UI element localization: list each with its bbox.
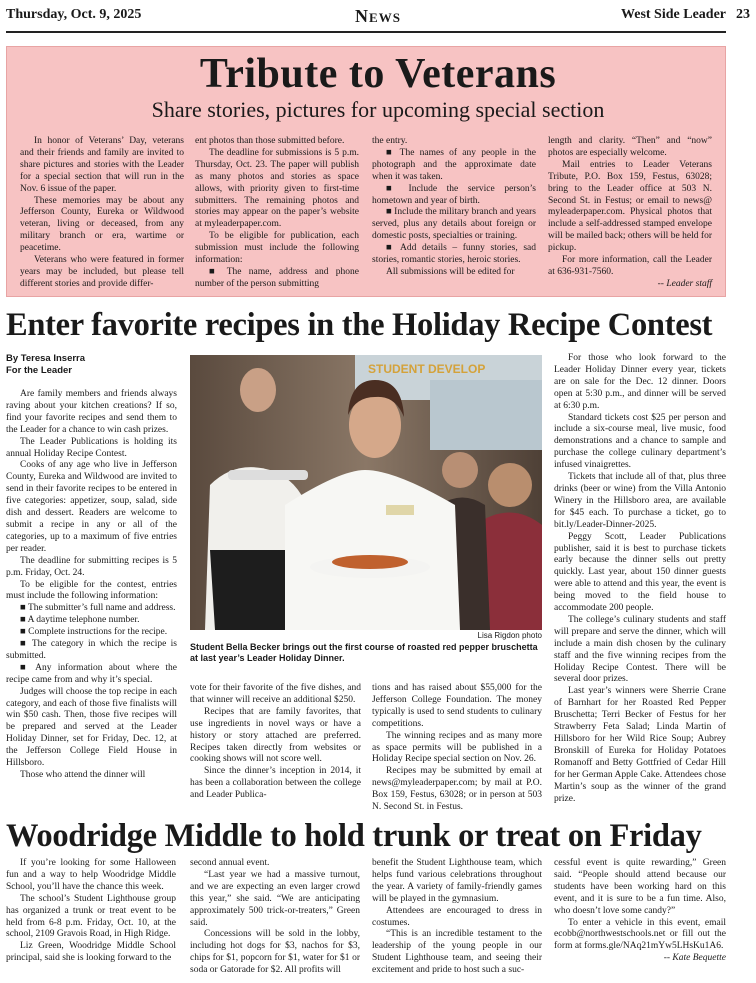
paragraph: The school’s Student Lighthouse group has organized a trunk or treat event to be held from 6-8 p.m. Friday, Oct. 10, at the school, 2109 Gravois Road, in High Ridge. [6, 893, 176, 940]
recipe-column-4 [554, 353, 726, 805]
paragraph: length and clarity. “Then” and “now” photos are especially welcome. [548, 136, 712, 158]
paragraph: For more information, call the Leader at 636-931-7560. [548, 255, 712, 277]
paragraph: ■ The name, address and phone number of the person submitting [195, 266, 359, 289]
paragraph: To be eligible for publication, each submission must include the following information: [195, 231, 359, 266]
trunk-column-2 [190, 858, 360, 977]
paragraph: Since the dinner’s inception in 2014, it has been a collaboration between the college and Leader Publica- [190, 766, 361, 801]
paragraph: Mail entries to Leader Veterans Tribute, P.O. Box 159, Festus, 63028; bring to the Leader office at 503 N. Second St. in Festus; or email to news@ myleaderpaper.com. Physical photos that include a self-addressed stamped envelope will be mailed back; others will be held for pickup. [548, 159, 712, 254]
paper-name: West Side Leader [621, 7, 726, 22]
paragraph: “This is an incredible testament to the leadership of the young people in our Student Lighthouse team, and seeing their excitement and pride to host such a suc- [372, 929, 542, 976]
paragraph: vote for their favorite of the five dishes, and that winner will receive an additional $250. [190, 683, 361, 705]
paragraph: cessful event is quite rewarding,” Green said. “People should attend because our students have been working hard on this event, and it is sure to be a fun time. Also, who doesn’t love some candy?” [554, 858, 726, 916]
paragraph: second annual event. [190, 858, 270, 868]
trunk-signature: -- Kate Bequette [663, 953, 726, 964]
tribute-column-4 [548, 136, 712, 291]
paragraph: Concessions will be sold in the lobby, including hot dogs for $3, nachos for $3, chips for $1, popcorn for $1, water for $1 or soda or Gatorade for $2. All profits will [190, 929, 360, 976]
byline [6, 353, 85, 377]
paragraph: ■ A daytime telephone number. [20, 615, 140, 626]
paragraph: ent photos than those submitted before. [195, 136, 345, 146]
byline-author: By Teresa Inserra [6, 353, 86, 364]
paragraph: The Leader Publications is holding its annual Holiday Recipe Contest. [6, 436, 177, 459]
paragraph: Recipes may be submitted by email at news@myleaderpaper.com; by mail at P.O. Box 159, Festus, 63028; or in person at 503 N. Second St. in Festus. [372, 766, 542, 813]
paragraph: ■ Any information about where the recipe came from and why it’s special. [6, 662, 177, 685]
photo-illustration [190, 355, 542, 630]
section-label: News [355, 6, 401, 26]
paragraph: All submissions will be edited for [386, 266, 515, 277]
recipe-photo [190, 355, 542, 630]
paragraph: ■ Include the military branch and years served, plus any details about foreign or domestic posts, specialties or training. [372, 207, 536, 242]
paragraph: tions and has raised about $55,000 for the Jefferson College Foundation. The money typically is used to send students to culinary competitions. [372, 683, 542, 729]
page-number: 23 [736, 7, 750, 22]
paragraph: ■ The submitter’s full name and address. [20, 603, 176, 614]
tribute-column-2 [195, 136, 359, 291]
photo-sign: STUDENT DEVELOP [368, 362, 486, 376]
paragraph: Judges will choose the top recipe in each category, and each of those five finalists will win $50 cash. Then, those five recipes will be prepared and served at the Leader Holiday Dinner, set for Friday, Dec. 12, at the Jefferson College Field House in Hillsboro. [6, 686, 177, 769]
paragraph: Are family members and friends always raving about your kitchen creations? If so, find your favorite recipes and send them to the Leader for a chance to win cash prizes. [6, 389, 177, 435]
paragraph: ■ The category in which the recipe is submitted. [6, 639, 177, 661]
paragraph: To enter a vehicle in this event, email ecobb@northwestschools.net or fill out the form at forms.gle/NAq21mYw5LHsKu1A6. [554, 917, 726, 952]
byline-affiliation: For the Leader [6, 365, 72, 376]
paragraph: ■ The names of any people in the photograph and the approximate date when it was taken. [372, 147, 536, 182]
photo-caption: Student Bella Becker brings out the first course of roasted red pepper bruschetta at last year’s Leader Holiday Dinner. [190, 642, 538, 663]
recipe-column-2 [190, 683, 361, 802]
paragraph: Last year’s winners were Sherrie Crane of Barnhart for her Roasted Red Pepper Bruschetta; Terri Becker of Festus for her Strawberry Feta Salad; Linda Martin of Hillsboro for her Wild Rice Soup; Aubrey Bronskill of Eureka for Holiday Potatoes Romanoff and Betty Gottfried of Cedar Hill for her German Apple Cake. Attendees chose Martin’s soup as the winner of the grand prize. [554, 686, 726, 804]
paragraph: ■ Include the service person’s hometown and year of birth. [372, 183, 536, 206]
photo-credit: Lisa Rigdon photo [477, 631, 542, 640]
paragraph: Liz Green, Woodridge Middle School principal, said she is looking forward to the [6, 941, 176, 964]
tribute-subtitle: Share stories, pictures for upcoming special section [151, 97, 605, 122]
paragraph: benefit the Student Lighthouse team, which helps fund various celebrations throughout the year. A variety of family-friendly games will be played in the gymnasium. [372, 858, 542, 904]
paragraph: To be eligible for the contest, entries must include the following information: [6, 579, 177, 602]
trunk-column-3 [372, 858, 542, 977]
paragraph: the entry. [372, 136, 408, 146]
paragraph: Veterans who were featured in former years may be included, but please tell different stories and provide differ- [20, 255, 184, 289]
paragraph: “Last year we had a massive turnout, and we are expecting an even larger crowd this year,” she said. “We are anticipating approximately 500 trick-or-treaters,” Green said. [190, 869, 360, 928]
paragraph: The deadline for submitting recipes is 5 p.m. Friday, Oct. 24. [6, 555, 177, 578]
paragraph: These memories may be about any Jefferson County, Eureka or Wildwood veteran, living or deceased, from any military branch or era, wartime or peacetime. [20, 195, 184, 254]
paragraph: In honor of Veterans’ Day, veterans and their friends and family are invited to share pictures and stories with the Leader for a special section that will run in the Nov. 6 issue of the paper. [20, 136, 184, 194]
paragraph: If you’re looking for some Halloween fun and a way to help Woodridge Middle School, you’ll have the chance this week. [6, 858, 176, 892]
paragraph: Attendees are encouraged to dress in costumes. [372, 905, 542, 928]
recipe-column-3 [372, 683, 542, 814]
paragraph: Recipes that are family favorites, that use ingredients in novel ways or have a history or story attached are preferred. Recipes taken directly from websites or cooking shows will not score well. [190, 706, 361, 765]
paragraph: Tickets that include all of that, plus three drinks (beer or wine) from the Villa Antonio Winery in the Hillsboro area, are available for $45 each. To purchase a ticket, go to bit.ly/Leader-Dinner-2025. [554, 472, 726, 530]
paragraph: The deadline for submissions is 5 p.m. Thursday, Oct. 23. The paper will publish as many photos and stories as space allows, with priority given to first-time submitters. The remaining photos and stories may appear on the paper’s website at myleaderpaper.com. [195, 147, 359, 230]
paragraph: For those who look forward to the Leader Holiday Dinner every year, tickets are on sale for the Dec. 12 dinner. Doors open at 5:30 p.m., and dinner will be served at 6:30 p.m. [554, 353, 726, 411]
trunk-headline: Woodridge Middle to hold trunk or treat on Friday [6, 818, 702, 854]
tribute-column-3 [372, 136, 536, 279]
paragraph: The college’s culinary students and staff will prepare and serve the dinner, which will include a main dish chosen by the culinary staff and the five winning recipes from the Holiday Recipe Contest. There will be several door prizes. [554, 614, 726, 685]
trunk-column-4 [554, 858, 726, 965]
paragraph: Standard tickets cost $25 per person and include a six-course meal, live music, food demonstrations and a chance to sample and purchase the college culinary department’s infused vinaigrettes. [554, 412, 726, 471]
paragraph: ■ Add details – funny stories, sad stories, romantic stories, heroic stories. [372, 243, 536, 266]
paragraph: The winning recipes and as many more as space permits will be published in a Holiday Recipe special section on Nov. 26. [372, 730, 542, 765]
recipe-column-1 [6, 389, 177, 782]
paragraph: ■ Complete instructions for the recipe. [20, 627, 168, 638]
paragraph: Peggy Scott, Leader Publications publisher, said it is best to purchase tickets early because the dinner sells out pretty quickly. Last year, about 150 dinner guests were able to attend and this year, the event is being moved to the field house to accommodate 200 people. [554, 531, 726, 614]
paragraph: Those who attend the dinner will [20, 770, 146, 780]
tribute-signature: -- Leader staff [657, 278, 712, 289]
paragraph: Cooks of any age who live in Jefferson County, Eureka and Wildwood are invited to send in their favorite recipes to be entered in five categories: appetizer, soup, salad, side dish and dessert. Readers are welcome to submit a recipe in any or all of the categories, up to a maximum of five entries per reader. [6, 460, 177, 554]
header-rule [6, 31, 726, 33]
trunk-column-1 [6, 858, 176, 965]
issue-date: Thursday, Oct. 9, 2025 [6, 7, 142, 22]
tribute-column-1 [20, 136, 184, 291]
recipe-headline: Enter favorite recipes in the Holiday Recipe Contest [6, 307, 713, 343]
tribute-title: Tribute to Veterans [199, 51, 557, 97]
